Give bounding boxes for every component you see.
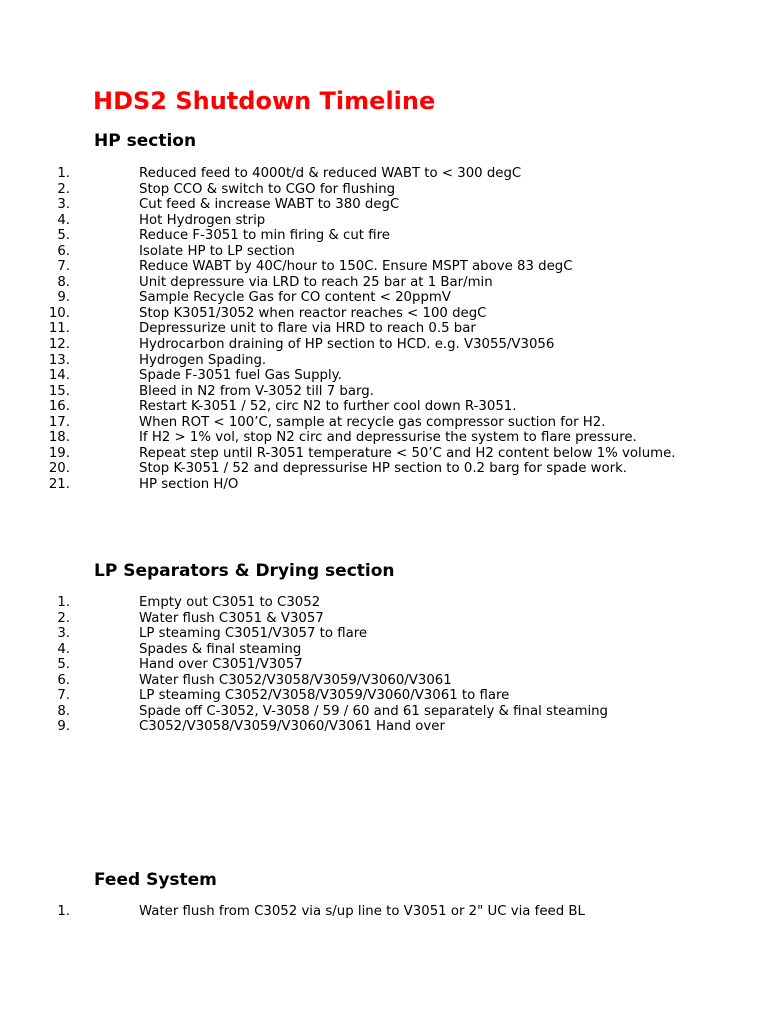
list-item xyxy=(0,290,699,306)
list-item xyxy=(0,719,699,735)
step-number: 8. xyxy=(57,274,70,290)
list-item xyxy=(0,430,699,446)
feed-steps-list xyxy=(0,904,768,920)
step-number: 6. xyxy=(57,672,70,688)
list-item xyxy=(0,595,699,611)
step-number: 5. xyxy=(57,228,70,244)
list-item xyxy=(0,197,699,213)
step-text: If H2 > 1% vol, stop N2 circ and depressurise the system to flare pressure. xyxy=(139,430,637,446)
list-item xyxy=(0,384,699,400)
list-item xyxy=(0,213,699,229)
step-text: Water flush C3052/V3058/V3059/V3060/V3061 xyxy=(139,672,452,688)
step-text: C3052/V3058/V3059/V3060/V3061 Hand over xyxy=(139,719,445,735)
list-item xyxy=(0,642,699,658)
step-number: 2. xyxy=(57,610,70,626)
step-text: Reduced feed to 4000t/d & reduced WABT to < 300 degC xyxy=(139,166,522,181)
list-item xyxy=(0,228,699,244)
step-text: Water flush C3051 & V3057 xyxy=(139,610,324,626)
step-text: Hydrocarbon draining of HP section to HCD. e.g. V3055/V3056 xyxy=(139,337,555,353)
list-item xyxy=(0,446,699,462)
step-text: Bleed in N2 from V-3052 till 7 barg. xyxy=(139,383,374,399)
list-item xyxy=(0,337,699,353)
list-item xyxy=(0,368,699,384)
step-text: LP steaming C3051/V3057 to flare xyxy=(139,626,368,642)
list-item xyxy=(0,415,699,431)
lp-steps-list xyxy=(0,595,768,735)
step-number: 19. xyxy=(48,445,70,461)
list-item xyxy=(0,461,699,477)
list-item xyxy=(0,399,699,415)
step-text: Stop K3051/3052 when reactor reaches < 100 degC xyxy=(139,305,487,321)
step-text: Sample Recycle Gas for CO content < 20ppmV xyxy=(139,290,451,306)
step-text: Cut feed & increase WABT to 380 degC xyxy=(139,197,400,213)
list-item xyxy=(0,321,699,337)
list-item xyxy=(0,611,699,627)
section-heading-lp-separators: LP Separators & Drying section xyxy=(94,561,395,581)
step-number: 13. xyxy=(48,352,70,368)
step-text: Reduce WABT by 40C/hour to 150C. Ensure MSPT above 83 degC xyxy=(139,259,573,275)
step-text: Spade F-3051 fuel Gas Supply. xyxy=(139,368,342,384)
step-number: 4. xyxy=(57,212,70,228)
list-item xyxy=(0,673,699,689)
step-number: 14. xyxy=(48,368,70,384)
step-text: Stop K-3051 / 52 and depressurise HP section to 0.2 barg for spade work. xyxy=(139,461,628,477)
list-item xyxy=(0,626,699,642)
step-text: Hydrogen Spading. xyxy=(139,352,267,368)
list-item xyxy=(0,166,699,182)
step-number: 15. xyxy=(48,383,70,399)
list-item xyxy=(0,704,699,720)
list-item xyxy=(0,244,699,260)
step-number: 3. xyxy=(57,626,70,642)
step-number: 1. xyxy=(57,166,70,181)
step-number: 1. xyxy=(57,904,70,919)
step-number: 10. xyxy=(48,305,70,321)
step-number: 7. xyxy=(57,259,70,275)
hp-steps-list xyxy=(0,166,768,492)
list-item xyxy=(0,275,699,291)
step-number: 9. xyxy=(57,290,70,306)
list-item xyxy=(0,688,699,704)
list-item xyxy=(0,182,699,198)
document-title: HDS2 Shutdown Timeline xyxy=(93,87,436,115)
step-text: Repeat step until R-3051 temperature < 50’C and H2 content below 1% volume. xyxy=(139,445,676,461)
step-text: LP steaming C3052/V3058/V3059/V3060/V3061 to flare xyxy=(139,688,510,704)
step-text: When ROT < 100’C, sample at recycle gas compressor suction for H2. xyxy=(139,414,606,430)
step-number: 12. xyxy=(48,337,70,353)
step-number: 18. xyxy=(48,430,70,446)
step-text: Hot Hydrogen strip xyxy=(139,212,266,228)
step-number: 8. xyxy=(57,703,70,719)
step-number: 7. xyxy=(57,688,70,704)
step-text: Spade off C-3052, V-3058 / 59 / 60 and 61 separately & final steaming xyxy=(139,703,609,719)
step-text: Isolate HP to LP section xyxy=(139,243,295,259)
step-number: 4. xyxy=(57,641,70,657)
step-text: Restart K-3051 / 52, circ N2 to further cool down R-3051. xyxy=(139,399,517,415)
step-text: Empty out C3051 to C3052 xyxy=(139,595,321,610)
step-text: Unit depressure via LRD to reach 25 bar at 1 Bar/min xyxy=(139,274,493,290)
step-number: 5. xyxy=(57,657,70,673)
step-text: Depressurize unit to flare via HRD to reach 0.5 bar xyxy=(139,321,476,337)
step-text: Water flush from C3052 via s/up line to V3051 or 2" UC via feed BL xyxy=(139,904,585,919)
step-number: 9. xyxy=(57,719,70,735)
section-heading-feed-system: Feed System xyxy=(94,870,217,890)
step-text: Hand over C3051/V3057 xyxy=(139,657,303,673)
step-number: 17. xyxy=(48,414,70,430)
list-item xyxy=(0,904,699,920)
step-text: HP section H/O xyxy=(139,476,239,492)
step-text: Reduce F-3051 to min firing & cut fire xyxy=(139,228,390,244)
step-number: 16. xyxy=(48,399,70,415)
step-number: 11. xyxy=(48,321,70,337)
step-number: 3. xyxy=(57,197,70,213)
step-text: Stop CCO & switch to CGO for flushing xyxy=(139,181,396,197)
section-heading-hp: HP section xyxy=(94,131,197,151)
list-item xyxy=(0,259,699,275)
list-item xyxy=(0,306,699,322)
step-number: 6. xyxy=(57,243,70,259)
step-text: Spades & final steaming xyxy=(139,641,302,657)
list-item xyxy=(0,353,699,369)
step-number: 21. xyxy=(48,476,70,492)
step-number: 1. xyxy=(57,595,70,610)
step-number: 2. xyxy=(57,181,70,197)
list-item xyxy=(0,477,699,493)
step-number: 20. xyxy=(48,461,70,477)
list-item xyxy=(0,657,699,673)
